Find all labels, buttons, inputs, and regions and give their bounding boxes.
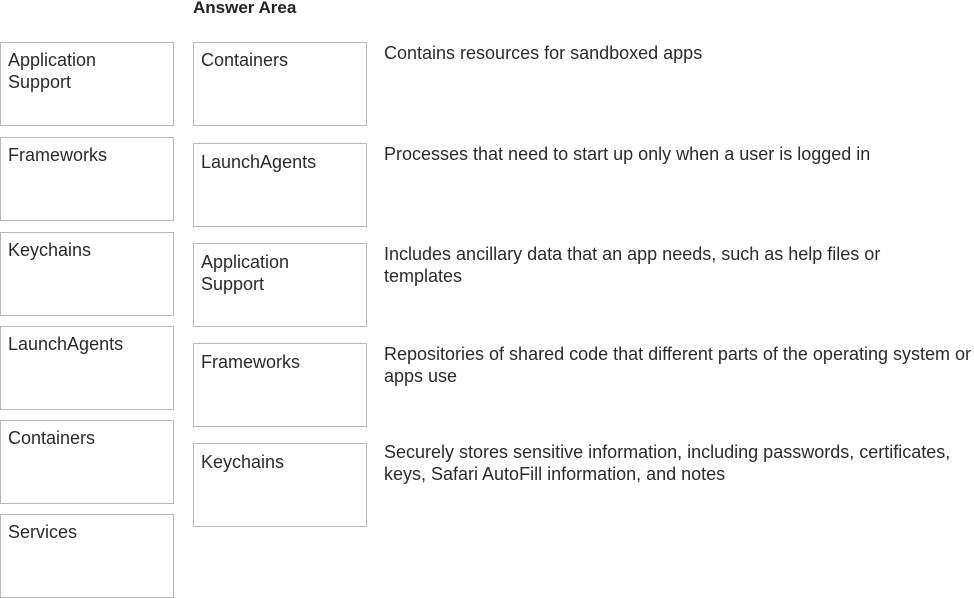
answer-slot-4[interactable] [193, 343, 367, 427]
description-3: Includes ancillary data that an app needs, such as help files or templates [384, 244, 881, 286]
description-5: Securely stores sensitive information, including passwords, certificates, keys, Safari AutoFill information, and notes [384, 442, 951, 484]
description-1: Contains resources for sandboxed apps [384, 43, 703, 63]
answer-slot-3[interactable] [193, 243, 367, 327]
answer-slot-label: LaunchAgents [201, 152, 317, 172]
source-item-application-support[interactable] [0, 42, 174, 126]
source-item-label: Services [8, 522, 78, 542]
description-4: Repositories of shared code that different parts of the operating system or apps use [384, 344, 971, 386]
answer-slot-label: Keychains [201, 452, 285, 472]
answer-slot-label: Frameworks [201, 352, 301, 372]
answer-slot-label: Application Support [201, 252, 290, 294]
source-item-keychains[interactable] [0, 232, 174, 316]
source-item-label: Keychains [8, 240, 92, 260]
answer-slot-1[interactable] [193, 42, 367, 126]
answer-slot-5[interactable] [193, 443, 367, 527]
source-item-launchagents[interactable] [0, 326, 174, 410]
source-item-label: Frameworks [8, 145, 108, 165]
source-item-containers[interactable] [0, 420, 174, 504]
source-item-label: Containers [8, 428, 96, 448]
source-item-label: Application Support [8, 50, 97, 92]
source-item-label: LaunchAgents [8, 334, 124, 354]
answer-area-heading: Answer Area [193, 0, 297, 17]
source-item-frameworks[interactable] [0, 137, 174, 221]
description-2: Processes that need to start up only when a user is logged in [384, 144, 871, 164]
source-item-services[interactable] [0, 514, 174, 598]
answer-slot-2[interactable] [193, 143, 367, 227]
answer-slot-label: Containers [201, 50, 289, 70]
